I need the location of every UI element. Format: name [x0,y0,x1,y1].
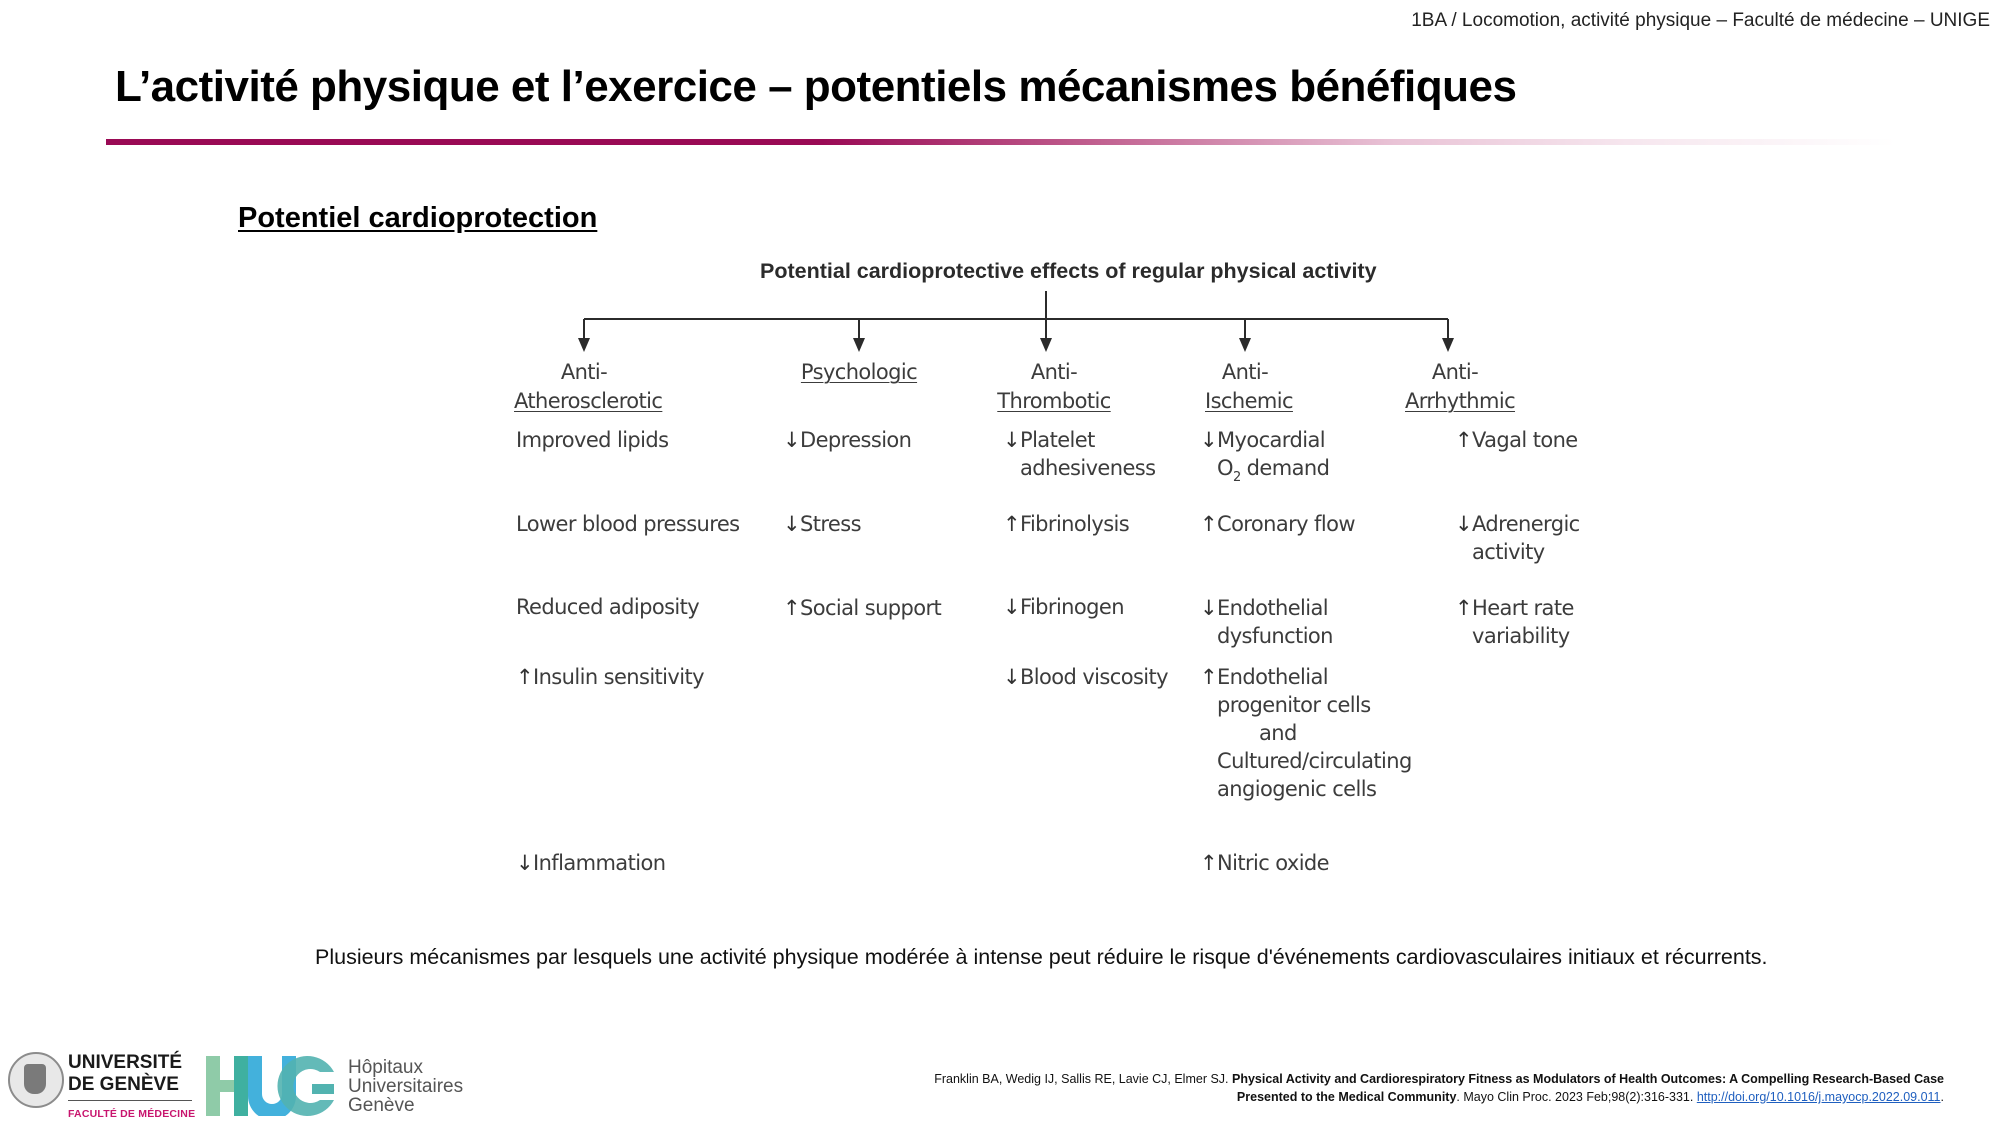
arrow-down-icon: ↓ [1003,428,1021,452]
title-divider [106,139,1896,145]
arrow-down-icon: ↓ [783,428,801,452]
mechanism-item: ↓Myocardial $O_2$ demand [1200,428,1330,485]
mechanism-item: ↓Platelet adhesiveness [1003,428,1156,480]
diagram-title: Potential cardioprotective effects of regular physical activity [760,259,1377,283]
unige-logo-text: UNIVERSITÉ DE GENÈVE [68,1052,183,1095]
arrow-up-icon: ↑ [1200,665,1218,689]
unige-faculty: FACULTÉ DE MÉDECINE [68,1108,196,1120]
header-label: Thrombotic [997,389,1111,413]
mechanism-item: ↓Adrenergic activity [1455,512,1580,564]
arrow-down-icon: ↓ [783,512,801,536]
column-header [514,358,663,416]
arrow-up-icon: ↑ [1455,428,1473,452]
mechanism-item: ↓Blood viscosity [1003,665,1168,689]
arrowhead-icon [853,338,865,352]
arrow-down-icon: ↓ [1200,596,1218,620]
hug-logo-icon [206,1056,336,1116]
summary-paragraph: Plusieurs mécanismes par lesquels une activité physique modérée à intense peut réduire le risque d'événements cardiovasculaires initiaux et récurrents. [315,945,1768,969]
arrow-up-icon: ↑ [783,596,801,620]
arrow-up-icon: ↑ [1003,512,1021,536]
arrow-down-icon: ↓ [1003,665,1021,689]
page-title: L’activité physique et l’exercice – potentiels mécanismes bénéfiques [115,62,1517,111]
course-breadcrumb: 1BA / Locomotion, activité physique – Faculté de médecine – UNIGE [1411,10,1990,31]
column-header [996,358,1112,416]
column-header [800,358,918,387]
mechanism-item: ↑Fibrinolysis [1003,512,1130,536]
mechanism-item: ↓Inflammation [516,851,666,875]
arrowhead-icon [578,338,590,352]
mechanism-item: ↓Depression [783,428,912,452]
header-prefix: Anti- [1431,360,1479,384]
header-prefix: Anti- [1030,360,1078,384]
arrowhead-icon [1239,338,1251,352]
arrowhead-icon [1040,338,1052,352]
mechanism-item: ↑Heart rate variability [1455,596,1574,648]
mechanism-item: ↓Endothelial dysfunction [1200,596,1333,648]
arrow-down-icon: ↓ [1003,595,1021,619]
mechanism-item: ↓Fibrinogen [1003,595,1124,619]
unige-divider [68,1100,192,1101]
arrow-down-icon: ↓ [1200,428,1218,452]
header-label: Atherosclerotic [514,389,663,413]
column-header [1205,358,1293,416]
reference-citation: Franklin BA, Wedig IJ, Sallis RE, Lavie CJ, Elmer SJ. Physical Activity and Cardiorespiratory Fitness as Modulators of Health Outcomes: A Compelling Research-Based Case Presented to the Medical Community. Mayo Clin Proc. 2023 Feb;98(2):316-331. http://doi.org/10.1016/j.mayocp.2022.09.011. [934,1072,1944,1104]
mechanism-item: Improved lipids [516,428,669,452]
arrowhead-icon [1442,338,1454,352]
arrow-up-icon: ↑ [1200,512,1218,536]
column-header [1405,358,1516,416]
header-label: Ischemic [1205,389,1293,413]
arrow-up-icon: ↑ [1455,596,1473,620]
doi-link[interactable]: http://doi.org/10.1016/j.mayocp.2022.09.011 [1696,1090,1941,1104]
mechanism-item: ↑Social support [783,596,942,620]
header-prefix: Anti- [560,360,608,384]
unige-seal-icon [8,1052,64,1108]
arrow-down-icon: ↓ [1455,512,1473,536]
mechanism-item: ↑Endothelial progenitor cells and Cultured/circulating angiogenic cells [1200,665,1412,801]
mechanism-item: ↑Coronary flow [1200,512,1355,536]
mechanism-item: ↑Vagal tone [1455,428,1578,452]
mechanism-item: Reduced adiposity [516,595,700,619]
mechanism-item: Lower blood pressures [516,512,740,536]
arrow-down-icon: ↓ [516,851,534,875]
hug-logo-text: Hôpitaux Universitaires Genève [348,1057,464,1116]
header-label: Psychologic [800,360,918,384]
mechanism-item: ↓Stress [783,512,861,536]
section-heading: Potentiel cardioprotection [238,202,598,234]
mechanism-item: ↑Nitric oxide [1200,851,1329,875]
mechanism-item: ↑Insulin sensitivity [516,665,704,689]
header-prefix: Anti- [1221,360,1269,384]
arrow-up-icon: ↑ [1200,851,1218,875]
arrow-up-icon: ↑ [516,665,534,689]
header-label: Arrhythmic [1405,389,1516,413]
